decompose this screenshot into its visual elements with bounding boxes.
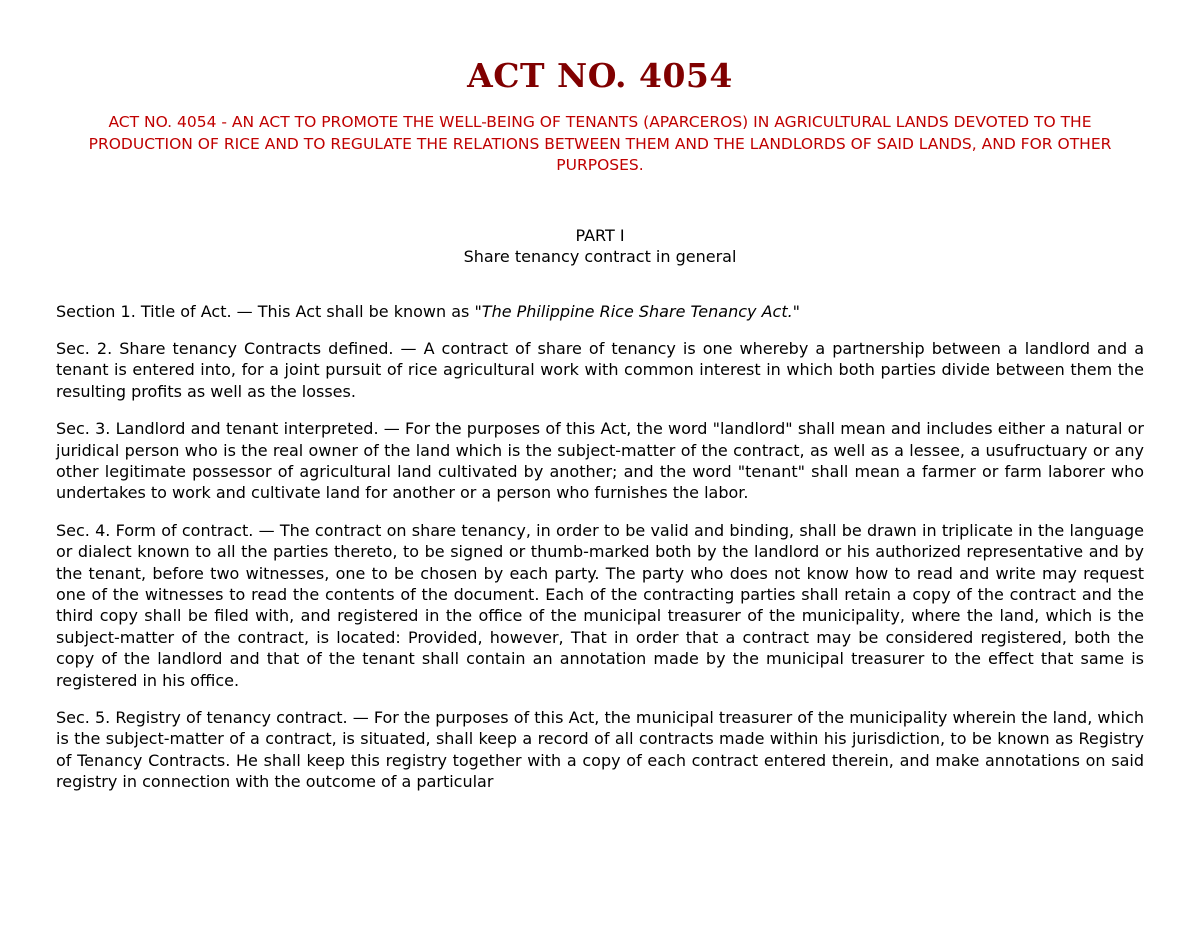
document-title: ACT NO. 4054: [467, 56, 733, 95]
section-1-paragraph: [56, 301, 1144, 322]
document-subtitle: ACT NO. 4054 - AN ACT TO PROMOTE THE WELL-BEING OF TENANTS (APARCEROS) IN AGRICULTURAL LANDS DEVOTED TO THE PRODUCTION OF RICE AND TO REGULATE THE RELATIONS BETWEEN THEM AND THE LANDLORDS OF SAID LANDS, AND FOR OTHER PURPOSES.: [88, 113, 1112, 174]
section-5-paragraph: Sec. 5. Registry of tenancy contract. — For the purposes of this Act, the municipal treasurer of the municipality wherein the land, which is the subject-matter of a contract, is situated, shall keep a record of all contracts made within his jurisdiction, to be known as Registry of Tenancy Contracts. He shall keep this registry together with a copy of each contract entered therein, and make annotations on said registry in connection with the outcome of a particular: [56, 708, 1144, 792]
sections-body: [56, 301, 1144, 793]
section-3-paragraph: Sec. 3. Landlord and tenant interpreted. — For the purposes of this Act, the word "landlord" shall mean and includes either a natural or juridical person who is the real owner of the land which is the subject-matter of the contract, as well as a lessee, a usufructuary or any other legitimate possessor of agricultural land cultivated by another; and the word "tenant" shall mean a farmer or farm laborer who undertakes to work and cultivate land for another or a person who furnishes the labor.: [56, 419, 1144, 503]
section-2-paragraph: Sec. 2. Share tenancy Contracts defined. — A contract of share of tenancy is one whereby a partnership between a landlord and a tenant is entered into, for a joint pursuit of rice agricultural work with common interest in which both parties divide between them the resulting profits as well as the losses.: [56, 338, 1144, 401]
part-heading: [56, 225, 1144, 268]
section-1-short-title: "The Philippine Rice Share Tenancy Act.": [474, 301, 801, 321]
part-title: Share tenancy contract in general: [463, 247, 737, 266]
section-4-paragraph: Sec. 4. Form of contract. — The contract on share tenancy, in order to be valid and binding, shall be drawn in triplicate in the language or dialect known to all the parties thereto, to be signed or thumb-marked both by the landlord or his authorized representative and by the tenant, before two witnesses, one to be chosen by each party. The party who does not know how to read and write may request one of the witnesses to read the contents of the document. Each of the contracting parties shall retain a copy of the contract and the third copy shall be filed with, and registered in the office of the municipal treasurer of the municipality, where the land, which is the subject-matter of the contract, is located: Provided, however, That in order that a contract may be considered registered, both the copy of the landlord and that of the tenant shall contain an annotation made by the municipal treasurer to the effect that same is registered in his office.: [56, 520, 1144, 690]
part-number: PART I: [575, 225, 625, 245]
section-1-text: Section 1. Title of Act. — This Act shall be known as: [56, 301, 475, 321]
